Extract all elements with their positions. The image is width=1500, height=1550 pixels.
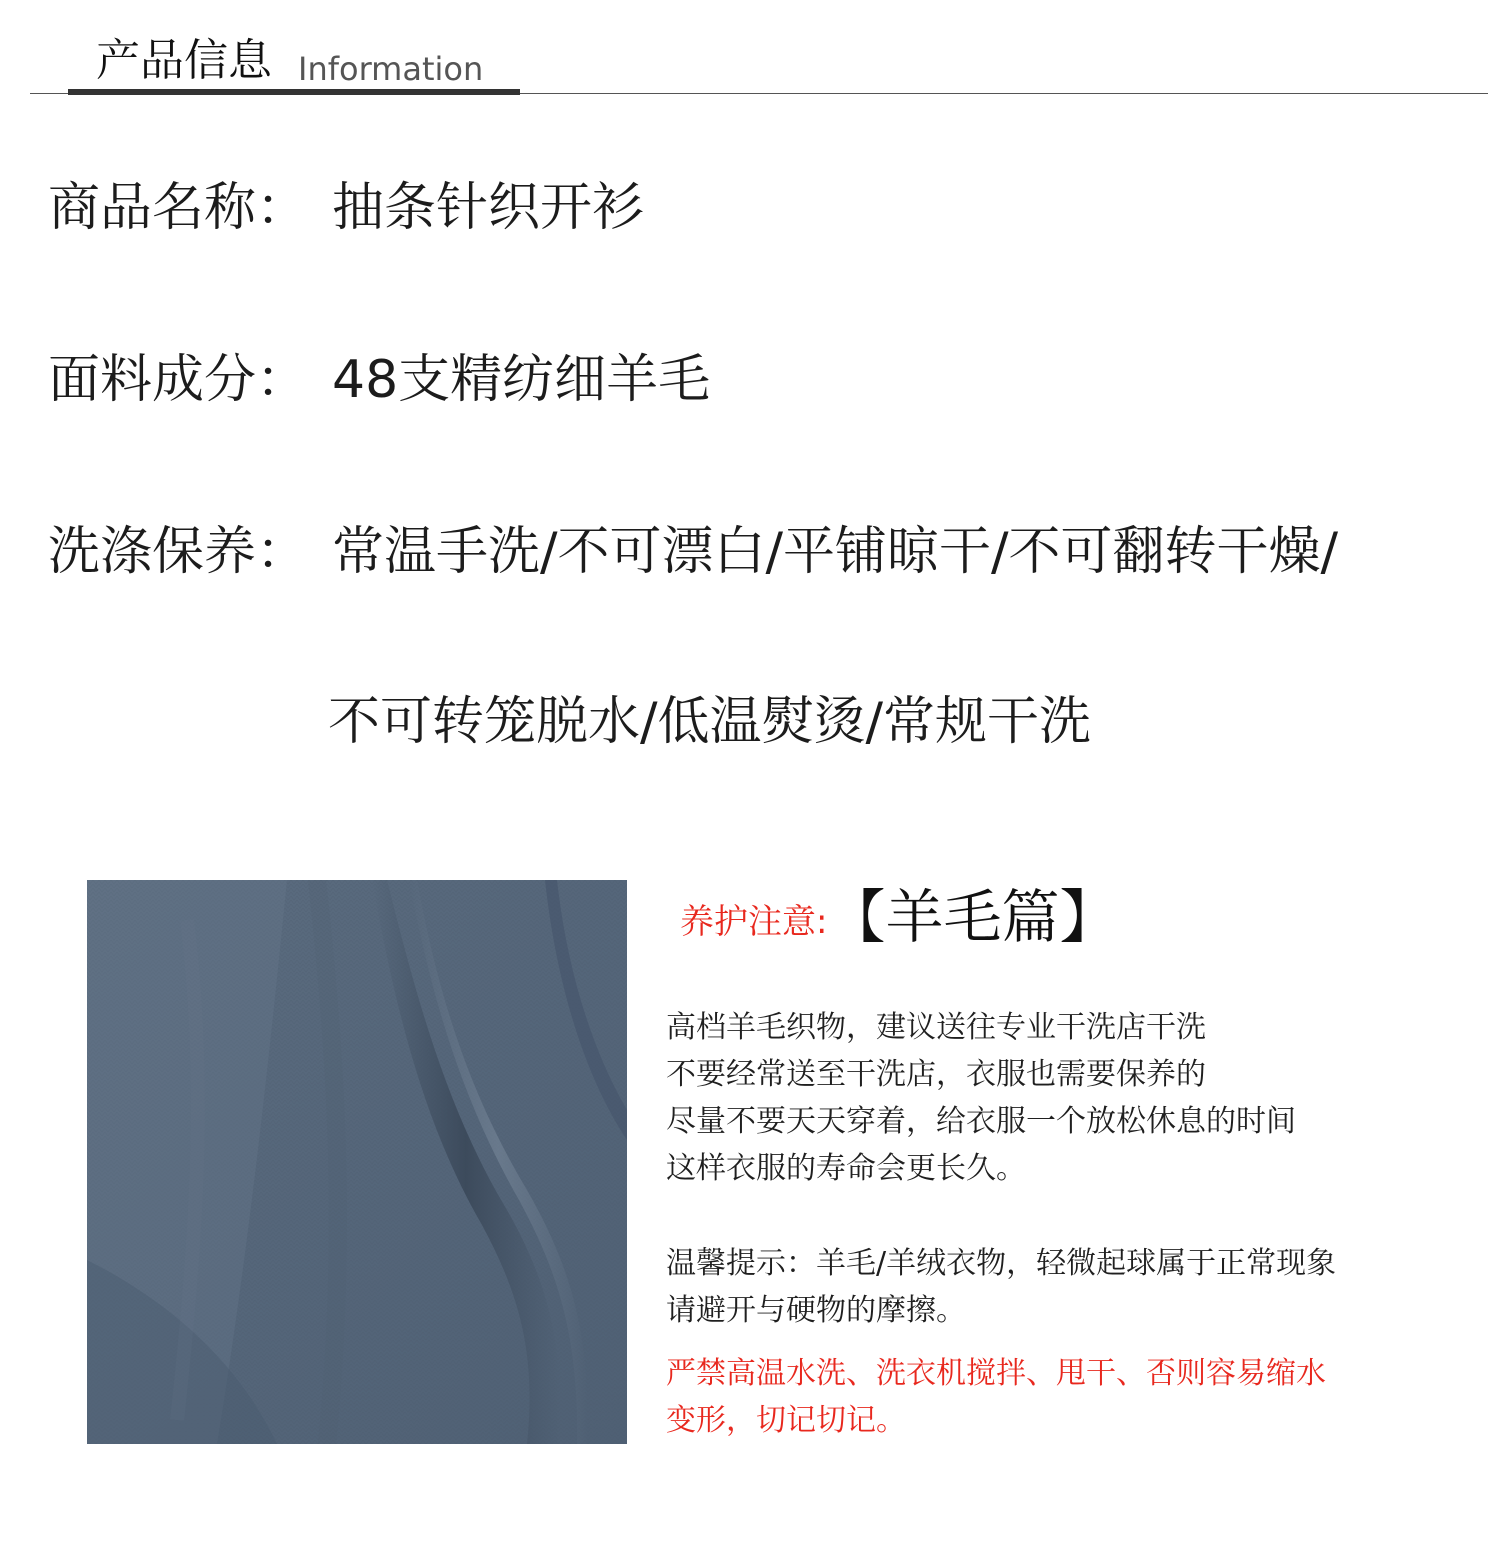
product-name-row — [48, 176, 644, 240]
care-paragraph-1-line: 这样衣服的寿命会更长久。 — [666, 1151, 1026, 1186]
fabric-swatch-image — [87, 880, 627, 1444]
care-paragraph-1-line: 尽量不要天天穿着，给衣服一个放松休息的时间 — [666, 1104, 1296, 1139]
care-row — [48, 520, 1338, 584]
section-subtitle: Information — [298, 50, 484, 88]
care-warning-line: 严禁高温水洗、洗衣机搅拌、甩干、否则容易缩水 — [666, 1356, 1326, 1391]
section-header — [0, 0, 1500, 100]
product-name-label: 商品名称： — [48, 178, 309, 238]
fabric-row — [48, 348, 710, 412]
care-notes-category: 【羊毛篇】 — [827, 883, 1118, 951]
section-title: 产品信息 — [96, 35, 272, 86]
fabric-label: 面料成分： — [48, 350, 309, 410]
fabric-value: 48支精纺细羊毛 — [332, 350, 711, 410]
care-paragraph-1-line: 高档羊毛织物，建议送往专业干洗店干洗 — [666, 1010, 1206, 1045]
care-tip-paragraph — [666, 1240, 1336, 1334]
care-paragraph-1-line: 不要经常送至干洗店，衣服也需要保养的 — [666, 1057, 1206, 1092]
product-name-value: 抽条针织开衫 — [332, 178, 645, 238]
care-tip-line: 温馨提示：羊毛/羊绒衣物，轻微起球属于正常现象 — [666, 1246, 1337, 1281]
care-notes-label: 养护注意: — [680, 902, 828, 942]
care-value-line1: 常温手洗/不可漂白/平铺晾干/不可翻转干燥/ — [332, 522, 1339, 582]
care-paragraph-1 — [666, 1004, 1296, 1192]
care-warning-line: 变形，切记切记。 — [666, 1403, 906, 1438]
care-warning-paragraph — [666, 1350, 1326, 1444]
care-label: 洗涤保养： — [48, 522, 309, 582]
care-tip-line: 请避开与硬物的摩擦。 — [666, 1293, 966, 1328]
care-value-line2: 不可转笼脱水/低温熨烫/常规干洗 — [328, 692, 1092, 752]
header-accent-bar — [68, 89, 520, 95]
care-notes-heading — [680, 882, 1117, 952]
